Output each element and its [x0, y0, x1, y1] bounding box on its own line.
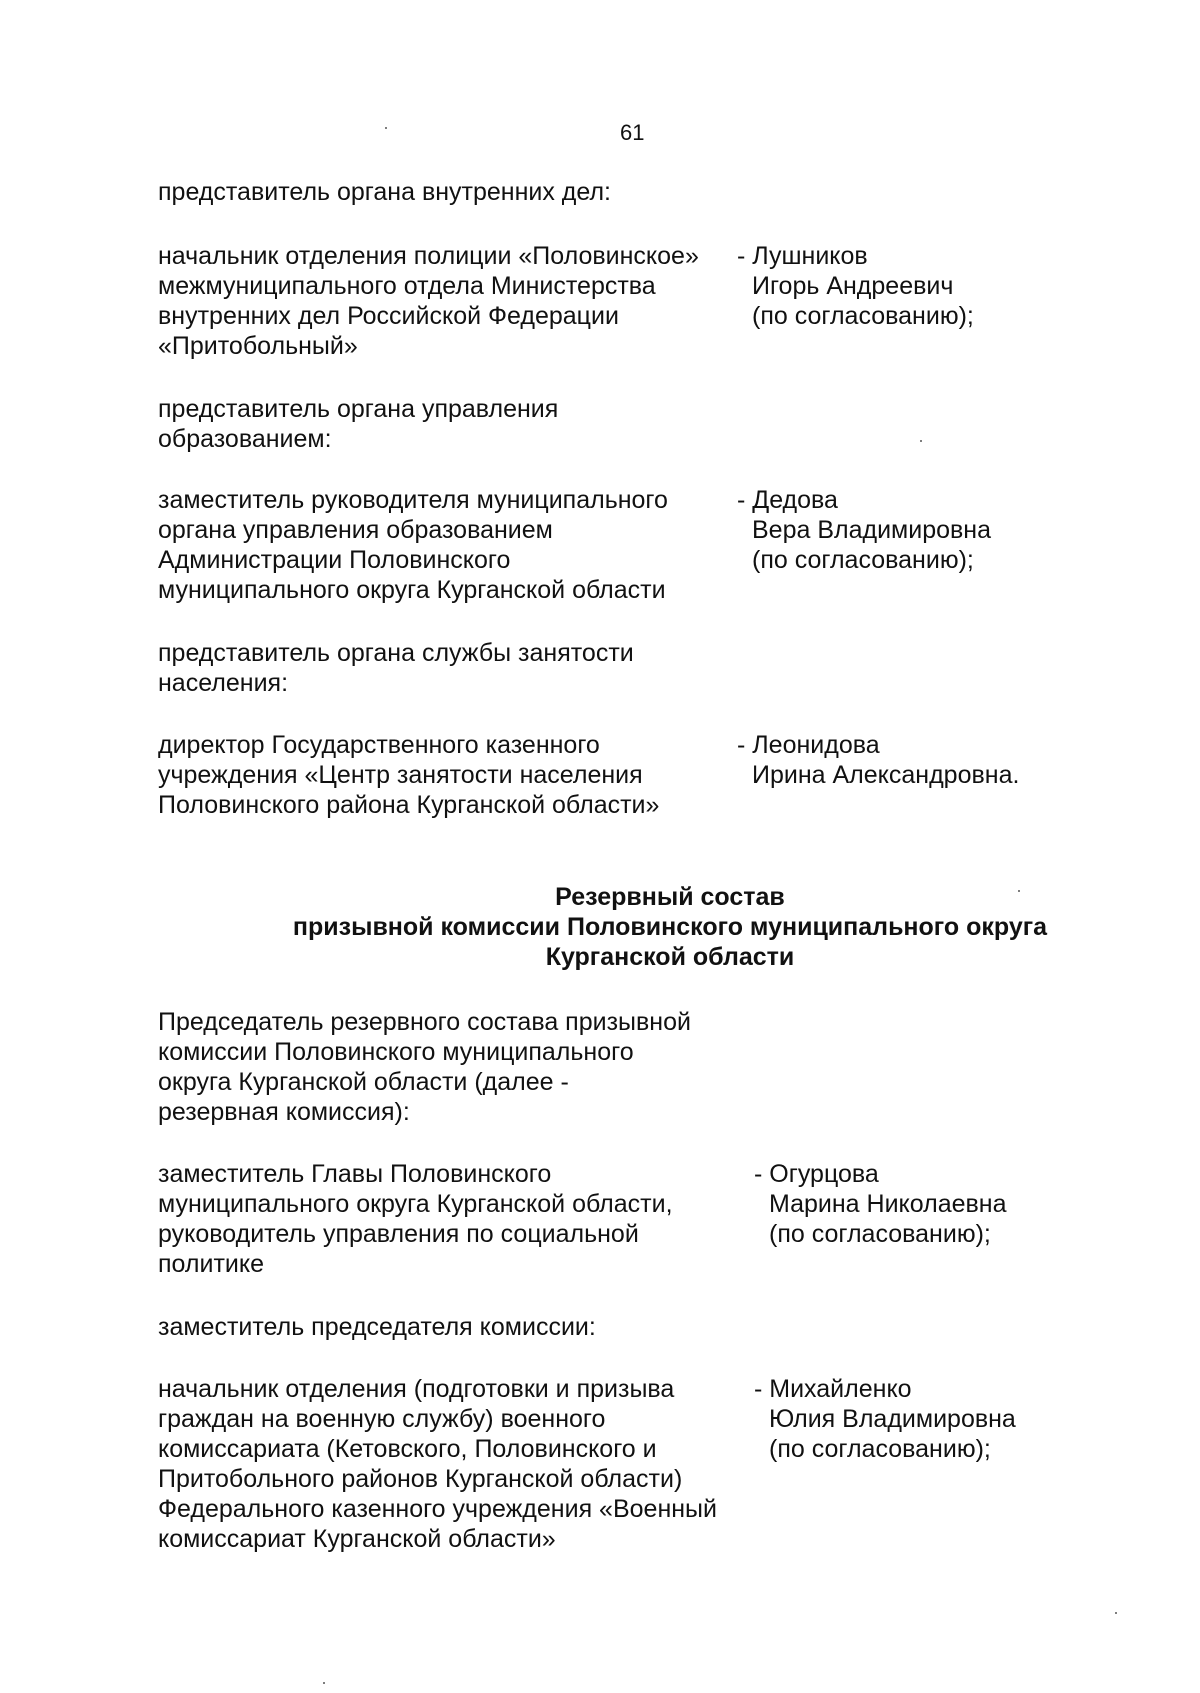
text-line: комиссии Половинского муниципального — [158, 1038, 634, 1066]
text-line: (по согласованию); — [769, 1220, 991, 1248]
person-name — [737, 241, 974, 331]
text-line: межмуниципального отдела Министерства — [158, 272, 656, 300]
text-line: - Лушников — [737, 242, 868, 270]
text-line: внутренних дел Российской Федерации — [158, 302, 619, 330]
text-line: Председатель резервного состава призывной — [158, 1008, 691, 1036]
scan-speck — [323, 1682, 325, 1684]
text-line: граждан на военную службу) военного — [158, 1405, 606, 1433]
section-label — [158, 1312, 596, 1342]
text-line: директор Государственного казенного — [158, 731, 600, 759]
person-name — [754, 1374, 1016, 1464]
section-label — [158, 394, 558, 454]
text-line: заместитель Главы Половинского — [158, 1160, 552, 1188]
section-label — [158, 177, 611, 207]
heading-line: Курганской области — [545, 943, 795, 971]
text-line: (по согласованию); — [752, 302, 974, 330]
text-line: Вера Владимировна — [752, 516, 992, 544]
text-line: Федерального казенного учреждения «Военный — [158, 1495, 717, 1523]
scan-speck — [1115, 1612, 1117, 1614]
person-name — [737, 485, 991, 575]
section-label — [158, 638, 634, 698]
text-line: руководитель управления по социальной — [158, 1220, 639, 1248]
text-line: представитель органа службы занятости — [158, 639, 634, 667]
text-line: комиссариата (Кетовского, Половинского и — [158, 1435, 657, 1463]
text-line: Администрации Половинского — [158, 546, 511, 574]
text-line: - Огурцова — [754, 1160, 879, 1188]
text-line: Половинского района Курганской области» — [158, 791, 660, 819]
text-line: заместитель председателя комиссии: — [158, 1313, 596, 1341]
position-description — [158, 1374, 717, 1554]
heading-line: призывной комиссии Половинского муниципального округа — [292, 913, 1048, 941]
text-line: заместитель руководителя муниципального — [158, 486, 668, 514]
reserve-heading — [270, 882, 1070, 972]
text-line: учреждения «Центр занятости населения — [158, 761, 643, 789]
text-line: Игорь Андреевич — [752, 272, 954, 300]
page-number: 61 — [620, 120, 645, 145]
position-description — [158, 485, 668, 605]
text-line: округа Курганской области (далее - — [158, 1068, 569, 1096]
text-line: муниципального округа Курганской области, — [158, 1190, 673, 1218]
text-line: - Дедова — [737, 486, 838, 514]
text-line: «Притобольный» — [158, 332, 358, 360]
text-line: образованием: — [158, 425, 332, 453]
text-line: - Михайленко — [754, 1375, 912, 1403]
text-line: органа управления образованием — [158, 516, 553, 544]
text-line: представитель органа внутренних дел: — [158, 178, 612, 206]
position-description — [158, 241, 699, 361]
scan-speck — [385, 127, 387, 129]
text-line: комиссариат Курганской области» — [158, 1525, 556, 1553]
text-line: - Леонидова — [737, 731, 880, 759]
person-name — [754, 1159, 1007, 1249]
text-line: представитель органа управления — [158, 395, 559, 423]
section-label — [158, 1007, 691, 1127]
heading-line: Резервный состав — [555, 883, 785, 911]
text-line: населения: — [158, 669, 289, 697]
position-description — [158, 730, 659, 820]
scan-speck — [1018, 890, 1020, 892]
text-line: политике — [158, 1250, 264, 1278]
text-line: муниципального округа Курганской области — [158, 576, 666, 604]
text-line: Марина Николаевна — [769, 1190, 1007, 1218]
text-line: начальник отделения (подготовки и призыва — [158, 1375, 675, 1403]
text-line: (по согласованию); — [769, 1435, 991, 1463]
text-line: Притобольного районов Курганской области) — [158, 1465, 683, 1493]
text-line: (по согласованию); — [752, 546, 974, 574]
position-description — [158, 1159, 673, 1279]
person-name — [737, 730, 1019, 790]
scan-speck — [920, 440, 922, 442]
text-line: Юлия Владимировна — [769, 1405, 1016, 1433]
text-line: начальник отделения полиции «Половинское» — [158, 242, 699, 270]
text-line: Ирина Александровна. — [752, 761, 1020, 789]
text-line: резервная комиссия): — [158, 1098, 410, 1126]
